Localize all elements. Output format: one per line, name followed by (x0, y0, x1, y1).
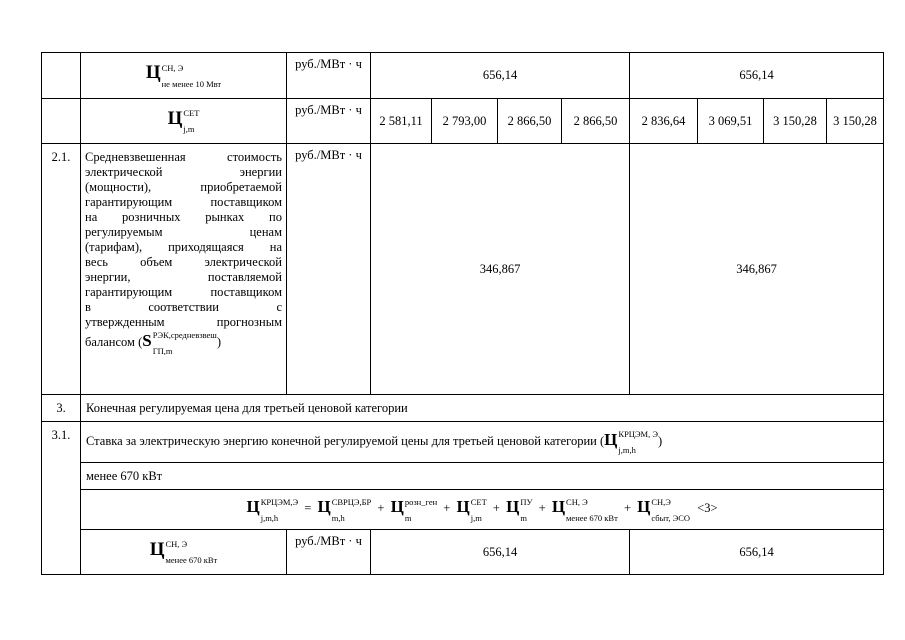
value-cell: 2 836,64 (630, 99, 698, 144)
unit-cell: руб./МВт · ч (287, 99, 371, 144)
formula-sub: m (404, 512, 412, 523)
symbol-superscript: СЕТ (183, 108, 200, 119)
desc-line: в соответствии с (85, 300, 282, 314)
symbol-subscript: не менее 10 Мвт (161, 78, 222, 89)
table-row-formula (42, 490, 884, 530)
symbol-superscript: КРЦЭМ, Э (618, 429, 658, 440)
paren-open: ( (600, 433, 605, 448)
table-row-cset (42, 99, 884, 144)
formula-cell (81, 490, 884, 530)
formula-sup: розн_ген (404, 496, 438, 507)
row-number: 3. (42, 395, 81, 422)
value-cell: 3 069,51 (698, 99, 764, 144)
symbol-cell (81, 530, 287, 575)
formula-sup: СН, Э (566, 496, 588, 507)
rate-title-cell (81, 422, 884, 463)
formula-plus: + (623, 501, 631, 516)
value-cell: 2 581,11 (371, 99, 432, 144)
value-cell-right: 656,14 (630, 53, 884, 99)
value-cell: 2 866,50 (498, 99, 562, 144)
subgroup-label: менее 670 кВт (81, 463, 884, 490)
symbol-superscript: РЭК,средневзвеш (152, 330, 217, 341)
formula-sub: m,h (331, 512, 345, 523)
paren-close: ) (216, 335, 222, 349)
desc-line: весь объем электрической (85, 255, 282, 269)
row-number: 2.1. (42, 144, 81, 395)
formula-sub: m (520, 512, 527, 523)
formula-sub: менее 670 кВт (566, 512, 618, 523)
rate-title: Ставка за электрическую энергию конечной регулируемой цены для третьей ценовой категории (86, 433, 597, 448)
symbol-subscript: j,m,h (618, 445, 636, 456)
num-cell (42, 53, 81, 99)
balance-symbol: S (142, 331, 152, 350)
price-symbol: Ц (604, 429, 618, 449)
value-cell-left: 346,867 (371, 144, 630, 395)
desc-line: (мощности), приобретаемой (85, 180, 282, 194)
unit-cell: руб./МВт · ч (287, 144, 371, 395)
table-row-cnsn-670 (42, 530, 884, 575)
formula-equals: = (304, 501, 312, 516)
formula-symbol: Ц (506, 497, 520, 517)
value-cell-left: 656,14 (371, 53, 630, 99)
symbol-cell (81, 99, 287, 144)
formula-plus: + (443, 501, 451, 516)
desc-line: гарантирующим поставщиком (85, 285, 282, 299)
price-symbol: Ц (149, 538, 165, 560)
formula-symbol: Ц (246, 497, 260, 517)
row-number: 3.1. (42, 422, 81, 575)
value-cell: 3 150,28 (764, 99, 827, 144)
num-cell (42, 99, 81, 144)
price-symbol: Ц (145, 62, 161, 84)
formula-sub: j,m (470, 512, 482, 523)
desc-last-line (85, 330, 282, 357)
formula-symbol: Ц (551, 497, 566, 517)
formula-symbol: Ц (637, 497, 651, 517)
formula-plus: + (538, 501, 546, 516)
desc-line: регулируемым ценам (85, 225, 282, 239)
value-cell: 2 866,50 (562, 99, 630, 144)
paren-close: ) (657, 433, 663, 448)
formula-reference: <3> (697, 501, 718, 516)
symbol-superscript: СН, Э (165, 539, 188, 550)
symbol-cell (81, 53, 287, 99)
description-cell (81, 144, 287, 395)
value-cell-right: 346,867 (630, 144, 884, 395)
value-cell-left: 656,14 (371, 530, 630, 575)
formula-symbol: Ц (317, 497, 331, 517)
formula-sup: КРЦЭМ,Э (260, 496, 299, 507)
formula-plus: + (377, 501, 385, 516)
price-symbol: Ц (167, 107, 183, 129)
tariff-table (41, 52, 884, 575)
desc-line: электрической энергии (85, 165, 282, 179)
formula-plus: + (492, 501, 500, 516)
value-cell-right: 656,14 (630, 530, 884, 575)
value-cell: 2 793,00 (432, 99, 498, 144)
formula-sub: j,m,h (260, 512, 279, 523)
formula-sup: СН,Э (651, 496, 671, 507)
formula-sub: сбыт, ЭСО (651, 512, 691, 523)
table-row-less-670 (42, 463, 884, 490)
desc-line: (тарифам), приходящаяся на (85, 240, 282, 254)
formula-sup: ПУ (520, 496, 533, 507)
table-row-3-1 (42, 422, 884, 463)
symbol-superscript: СН, Э (161, 62, 184, 73)
table-row-3 (42, 395, 884, 422)
unit-cell: руб./МВт · ч (287, 530, 371, 575)
formula-sup: СЕТ (470, 496, 487, 507)
desc-line: гарантирующим поставщиком (85, 195, 282, 209)
formula-symbol: Ц (456, 497, 470, 517)
unit-cell: руб./МВт · ч (287, 53, 371, 99)
section-title: Конечная регулируемая цена для третьей ценовой категории (81, 395, 884, 422)
symbol-subscript: менее 670 кВт (165, 555, 218, 566)
formula-symbol: Ц (390, 497, 404, 517)
symbol-subscript: j,m (183, 124, 195, 135)
desc-line: энергии, поставляемой (85, 270, 282, 284)
desc-line: Средневзвешенная стоимость (85, 150, 282, 164)
desc-line: на розничных рынках по (85, 210, 282, 224)
value-cell: 3 150,28 (827, 99, 884, 144)
desc-last-word: балансом (85, 335, 135, 349)
symbol-subscript: ГП,m (152, 346, 173, 357)
table-row-2-1 (42, 144, 884, 395)
formula-sup: СВРЦЭ,БР (331, 496, 372, 507)
table-row-cnsn-10 (42, 53, 884, 99)
desc-line: утвержденным прогнозным (85, 315, 282, 329)
paren-open: ( (138, 335, 143, 349)
